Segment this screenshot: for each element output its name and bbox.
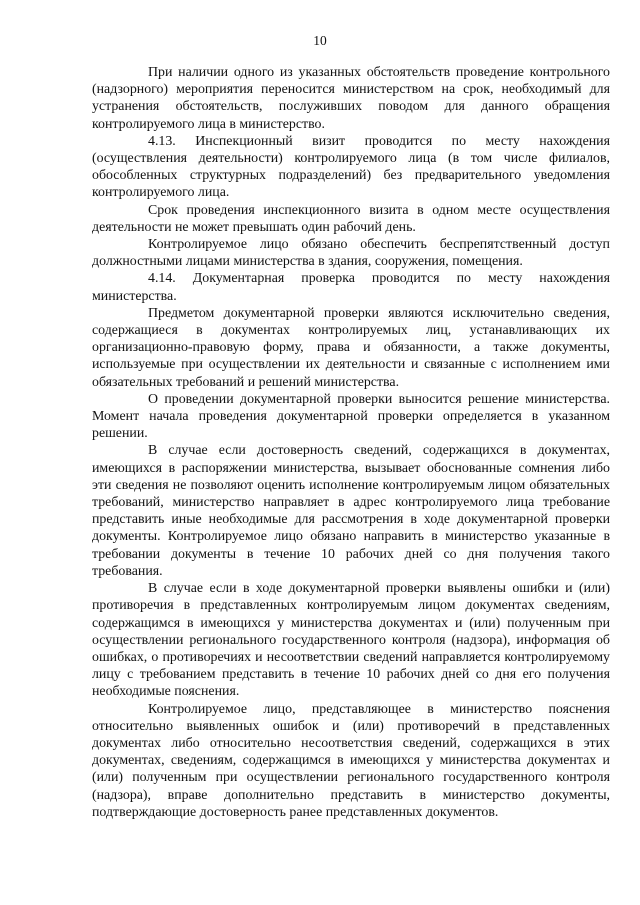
paragraph-visit-duration: Срок проведения инспекционного визита в одном месте осуществления деятельности не может превышать один рабочий день. [92, 202, 610, 235]
paragraph-check-decision: О проведении документарной проверки выносится решение министерства. Момент начала проведения документарной проверки определяется в указанном решении. [92, 391, 610, 442]
paragraph-4-13-inspection-visit: 4.13. Инспекционный визит проводится по месту нахождения (осуществления деятельности) контролируемого лица (в том числе филиалов, обособленных структурных подразделений) без предварительного уведомления контролируемого лица. [92, 133, 610, 201]
paragraph-reschedule: При наличии одного из указанных обстоятельств проведение контрольного (надзорного) мероприятия переносится министерством на срок, необходимый для устранения обстоятельств, послуживших поводом для данного обращения контролируемого лица в министерство. [92, 65, 610, 132]
paragraph-document-request: В случае если достоверность сведений, содержащихся в документах, имеющихся в распоряжении министерства, вызывает обоснованные сомнения либо эти сведения не позволяют оценить исполнение контролируемым лицом обязательных требований, министерство направляет в адрес контролируемого лица требование представить иные необходимые для рассмотрения в ходе документарной проверки документы. Контролируемое лицо обязано направить в министерство указанные в требовании документы в течение 10 рабочих дней со дня получения такого требования. [92, 443, 610, 579]
page-number: 10 [313, 33, 327, 48]
document-body [92, 64, 610, 821]
paragraph-access-obligation: Контролируемое лицо обязано обеспечить беспрепятственный доступ должностными лицами министерства в здания, сооружения, помещения. [92, 237, 610, 270]
paragraph-errors-notification: В случае если в ходе документарной проверки выявлены ошибки и (или) противоречия в представленных контролируемым лицом документах сведениям, содержащимся в имеющихся у министерства документах и (или) полученным при осуществлении регионального государственного контроля (надзора), информация об ошибках, о противоречиях и несоответствии сведений направляется контролируемому лицу с требованием представить в течение 10 рабочих дней со дня его получения необходимые пояснения. [92, 581, 610, 700]
paragraph-check-subject: Предметом документарной проверки являются исключительно сведения, содержащиеся в документах контролируемых лиц, устанавливающих их организационно-правовую форму, права и обязанности, а также документы, используемые при осуществлении их деятельности и связанные с исполнением ими обязательных требований и решений министерства. [92, 305, 610, 390]
paragraph-4-14-documentary-check: 4.14. Документарная проверка проводится по месту нахождения министерства. [92, 271, 610, 304]
paragraph-explanations: Контролируемое лицо, представляющее в министерство пояснения относительно выявленных ошибок и (или) противоречий в представленных документах либо относительно несоответствия сведений, содержащихся в этих документах, сведениям, содержащимся в имеющихся у министерства документах и (или) полученным при осуществлении регионального государственного контроля (надзора), вправе дополнительно представить в министерство документы, подтверждающие достоверность ранее представленных документов. [92, 701, 610, 820]
